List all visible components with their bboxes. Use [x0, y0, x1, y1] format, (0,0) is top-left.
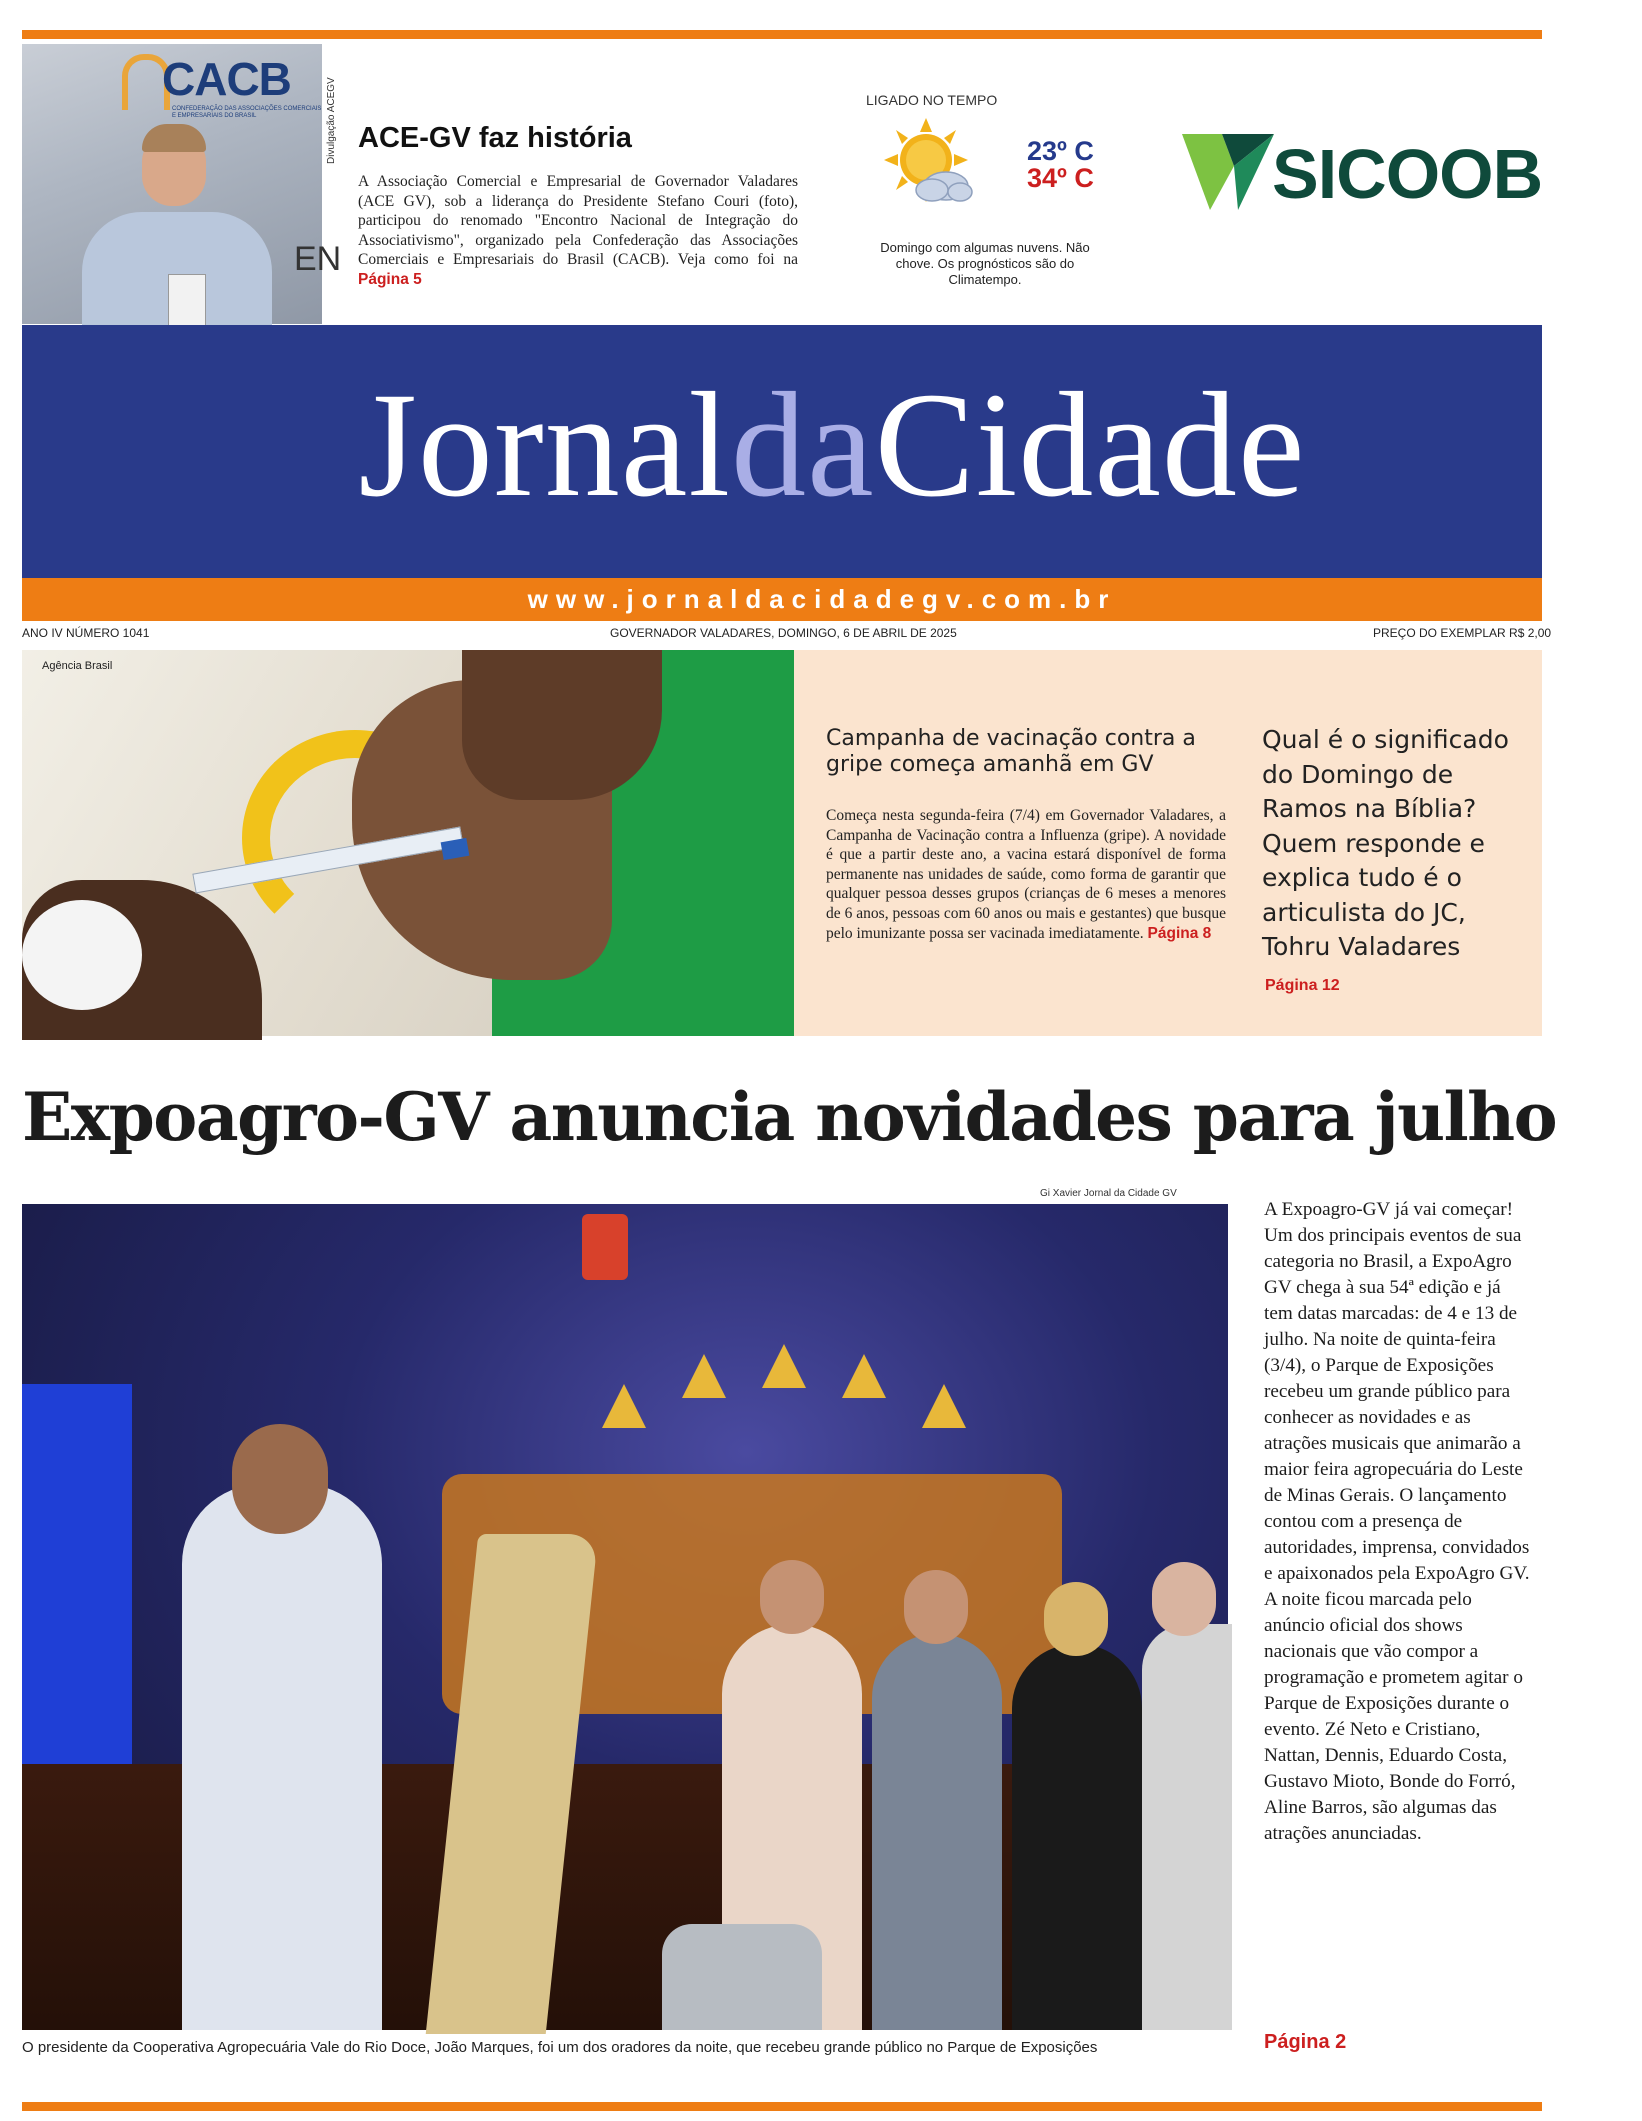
bottom-orange-rule [22, 2102, 1542, 2111]
ace-gv-summary-text: A Associação Comercial e Empresarial de Governador Valadares (ACE GV), sob a liderança do Presidente Stefano Couri (foto), participou do renomado "Encontro Nacional de Integração do Associativismo", organizado pela Confederação das Associações Comerciais e Empresariais do Brasil (CACB). Veja como foi na [358, 173, 798, 268]
seated-person [1142, 1624, 1232, 2030]
vaccine-page-link[interactable]: Página 8 [1147, 924, 1212, 942]
vaccine-photo [22, 650, 794, 1036]
title-cidade: Cidade [874, 362, 1306, 528]
masthead [22, 325, 1542, 578]
person-head [1044, 1582, 1108, 1656]
sicoob-logo-icon [1180, 130, 1276, 214]
ace-gv-summary [358, 172, 798, 289]
ace-gv-page-link[interactable]: Página 5 [358, 270, 422, 288]
main-headline[interactable]: Expoagro-GV anuncia novidades para julho [22, 1078, 1557, 1156]
expoagro-photo [22, 1204, 1228, 2030]
ace-gv-headline[interactable]: ACE-GV faz história [358, 122, 632, 154]
sicoob-logo[interactable]: SICOOB [1272, 135, 1543, 213]
edition-number: ANO IV NÚMERO 1041 [22, 626, 150, 640]
main-story-body: A Expoagro-GV já vai começar! Um dos principais eventos de sua categoria no Brasil, a ExpoAgro GV chega à sua 54ª edição e já tem datas marcadas: de 4 e 13 de julho. Na noite de quinta-feira (3/4), o Parque de Exposições recebeu um grande público para conhecer as novidades e as atrações musicais que animarão a maior feira agropecuária do Leste de Minas Gerais. O lançamento contou com a presença de autoridades, imprensa, convidados e apaixonados pela ExpoAgro GV. A noite ficou marcada pelo anúncio oficial dos shows nacionais que vão compor a programação e prometem agitar o Parque de Exposições durante o evento. Zé Neto e Cristiano, Nattan, Dennis, Eduardo Costa, Gustavo Mioto, Bonde do Forró, Aline Barros, são algumas das atrações anunciadas. [1264, 1199, 1530, 1844]
weather-label: LIGADO NO TEMPO [866, 92, 998, 108]
star-icon [602, 1384, 646, 1428]
title-jornal: Jornal [358, 362, 732, 528]
seated-person [872, 1634, 1002, 2030]
weather-forecast-note: Domingo com algumas nuvens. Não chove. Os prognósticos são do Climatempo. [880, 240, 1090, 287]
star-icon [682, 1354, 726, 1398]
star-icon [842, 1354, 886, 1398]
star-icon [922, 1384, 966, 1428]
url-bar [22, 578, 1542, 621]
temperature-max: 34º C [1027, 163, 1094, 193]
main-photo-credit: Gi Xavier Jornal da Cidade GV [1040, 1188, 1177, 1199]
vaccine-summary [826, 806, 1226, 943]
person-hair [142, 124, 206, 152]
name-badge [168, 274, 206, 326]
sun-cloud-icon [880, 116, 972, 208]
edition-place-date: GOVERNADOR VALADARES, DOMINGO, 6 DE ABRIL DE 2025 [610, 626, 957, 640]
temperature-min: 23º C [1027, 136, 1094, 166]
ace-gv-photo-credit: Divulgação ACEGV [326, 77, 337, 164]
main-story-page-link[interactable]: Página 2 [1264, 2031, 1347, 2053]
palm-sunday-teaser[interactable]: Qual é o significado do Domingo de Ramos na Bíblia? Quem responde e explica tudo é o articulista do JC, Tohru Valadares [1262, 725, 1509, 961]
website-link[interactable]: www.jornaldacidadegv.com.br [527, 584, 1117, 614]
cacb-logo-subtitle: CONFEDERAÇÃO DAS ASSOCIAÇÕES COMERCIAIS E EMPRESARIAIS DO BRASIL [172, 106, 322, 119]
person-head [904, 1570, 968, 1644]
person-head [1152, 1562, 1216, 1636]
speaker-figure [182, 1484, 382, 2030]
palm-sunday-page-link[interactable]: Página 12 [1265, 977, 1340, 994]
star-icon [762, 1344, 806, 1388]
tv-logo [582, 1214, 628, 1280]
photo-background-text: EN [294, 240, 342, 278]
cotton-swab [22, 900, 142, 1010]
vaccine-headline[interactable]: Campanha de vacinação contra a gripe começa amanhã em GV [826, 726, 1196, 777]
vaccine-photo-credit: Agência Brasil [42, 660, 113, 672]
seated-person [1012, 1644, 1142, 2030]
cacb-logo: CACB [162, 53, 291, 105]
speaker-head [232, 1424, 328, 1534]
main-photo-caption: O presidente da Cooperativa Agropecuária Vale do Rio Doce, João Marques, foi um dos oradores da noite, que recebeu grande público no Parque de Exposições [22, 2039, 1098, 2056]
newspaper-title[interactable] [22, 360, 1642, 530]
milk-can [662, 1924, 822, 2030]
vaccine-summary-text: Começa nesta segunda-feira (7/4) em Governador Valadares, a Campanha de Vacinação contra a Influenza (gripe). A novidade é que a partir deste ano, a vacina estará disponível de forma permanente nas unidades de saúde, como forma de garantir que qualquer pessoa desses grupos (crianças de 6 meses a menores de 6 anos, pessoas com 60 anos ou mais e gestantes) que busque pelo imunizante possa ser vacinada imediatamente. [826, 807, 1226, 942]
person-head [760, 1560, 824, 1634]
title-da: da [731, 362, 875, 528]
edition-price: PREÇO DO EXEMPLAR R$ 2,00 [1373, 626, 1552, 640]
top-orange-rule [22, 30, 1542, 39]
